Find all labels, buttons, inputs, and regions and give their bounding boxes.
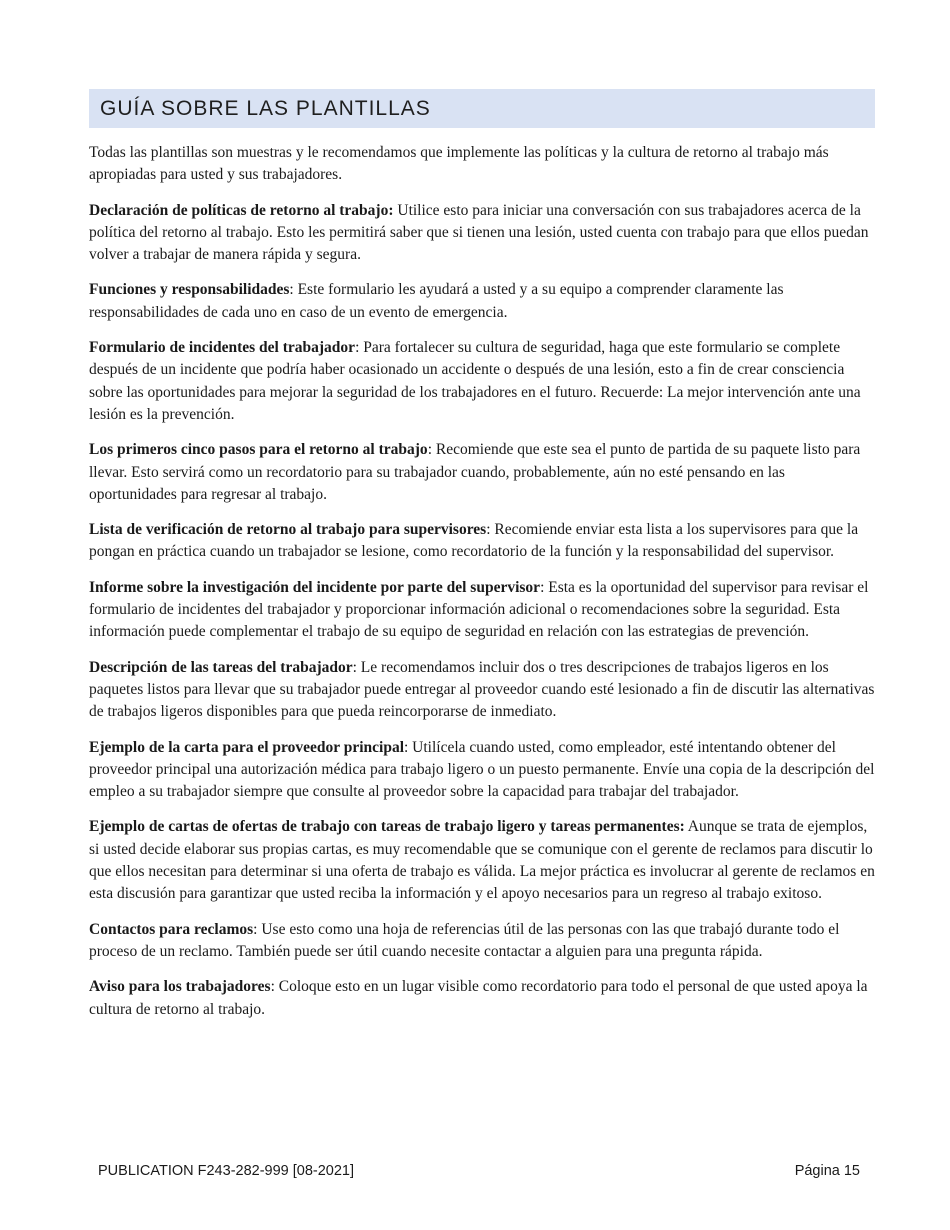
item-term: Informe sobre la investigación del incidente por parte del supervisor	[89, 578, 541, 596]
item-text: : Para fortalecer su cultura de seguridad, haga que este formulario se complete después de un incidente que podría haber ocasionado un accidente o después de una lesión, esto a fin de crear consciencia sobre las oportunidades para mejorar la seguridad de los trabajadores en el futuro. Recuerde: La mejor intervención ante una lesión es la prevención.	[89, 339, 861, 423]
item-job-offer-letters	[89, 816, 875, 905]
item-term: Formulario de incidentes del trabajador	[89, 339, 356, 357]
item-claims-contacts	[89, 919, 875, 964]
item-term: Funciones y responsabilidades	[89, 281, 290, 299]
item-text: Utilice esto para iniciar una conversación con sus trabajadores acerca de la política del retorno al trabajo. Esto les permitirá saber que si tienen una lesión, usted cuenta con trabajo para que ellos puedan volver a trabajar de manera rápida y segura.	[89, 201, 869, 264]
document-page	[89, 89, 875, 1034]
item-text: : Esta es la oportunidad del supervisor para revisar el formulario de incidentes del trabajador y proporcionar información adicional o recomendaciones sobre la seguridad. Esta información puede complementar el trabajo de su equipo de seguridad en relación con las estrategias de prevención.	[89, 578, 869, 641]
item-roles	[89, 279, 875, 324]
item-worker-notice	[89, 976, 875, 1021]
item-text: : Este formulario les ayudará a usted y a su equipo a comprender claramente las responsabilidades de cada uno en caso de un evento de emergencia.	[89, 281, 784, 321]
item-supervisor-report	[89, 577, 875, 644]
item-text: : Use esto como una hoja de referencias útil de las personas con las que trabajó durante todo el proceso de un reclamo. También puede ser útil cuando necesite contactar a alguien para una pregunta rápida.	[89, 920, 840, 960]
item-term: Ejemplo de cartas de ofertas de trabajo con tareas de trabajo ligero y tareas permanentes:	[89, 818, 685, 836]
item-task-description	[89, 657, 875, 724]
item-text: : Recomiende que este sea el punto de partida de su paquete listo para llevar. Esto servirá como un recordatorio para su trabajador cuando, probablemente, aún no esté pensando en las oportunidades para regresar al trabajo.	[89, 441, 861, 503]
item-text: : Utilícela cuando usted, como empleador, esté intentando obtener del proveedor principal una autorización médica para trabajo ligero o un puesto permanente. Envíe una copia de la descripción del empleo a su trabajador siempre que consulte al proveedor sobre la capacidad para trabajar del trabajador.	[89, 738, 875, 801]
item-term: Lista de verificación de retorno al trabajo para supervisores	[89, 521, 487, 539]
item-policy-statement	[89, 200, 875, 267]
item-text: : Le recomendamos incluir dos o tres descripciones de trabajos ligeros en los paquetes listos para llevar que su trabajador puede entregar al proveedor cuando esté lesionado a fin de discutir las alternativas de trabajos ligeros disponibles para que pueda reincorporarse de inmediato.	[89, 658, 875, 721]
intro-paragraph: Todas las plantillas son muestras y le recomendamos que implemente las políticas y la cultura de retorno al trabajo más apropiadas para usted y sus trabajadores.	[89, 144, 829, 184]
item-term: Aviso para los trabajadores	[89, 978, 271, 996]
item-text: : Recomiende enviar esta lista a los supervisores para que la pongan en práctica cuando un trabajador se lesione, como recordatorio de la función y la responsabilidad del supervisor.	[89, 521, 859, 561]
section-heading-bar	[89, 89, 875, 128]
item-term: Declaración de políticas de retorno al trabajo:	[89, 201, 394, 219]
item-text: : Coloque esto en un lugar visible como recordatorio para todo el personal de que usted apoya la cultura de retorno al trabajo.	[89, 978, 868, 1018]
item-incident-form	[89, 337, 875, 426]
item-term: Contactos para reclamos	[89, 920, 254, 938]
item-text: Aunque se trata de ejemplos, si usted decide elaborar sus propias cartas, es muy recomendable que se comunique con el gerente de reclamos para discutir lo que ellos necesitan para determinar si una oferta de trabajo es válida. La mejor práctica es involucrar al gerente de reclamos en esta discusión para garantizar que usted reciba la información y el apoyo necesarios para un regreso al trabajo exitoso.	[89, 818, 875, 903]
page-footer	[98, 1163, 860, 1179]
item-term: Descripción de las tareas del trabajador	[89, 658, 353, 676]
item-term: Los primeros cinco pasos para el retorno al trabajo	[89, 441, 428, 459]
item-provider-letter	[89, 737, 875, 804]
publication-number: PUBLICATION F243-282-999 [08-2021]	[98, 1163, 355, 1179]
page-number: Página 15	[794, 1163, 860, 1179]
item-term: Ejemplo de la carta para el proveedor principal	[89, 738, 404, 756]
page-title: GUÍA SOBRE LAS PLANTILLAS	[100, 96, 431, 120]
item-first-five-steps	[89, 439, 875, 506]
item-supervisor-checklist	[89, 519, 875, 564]
